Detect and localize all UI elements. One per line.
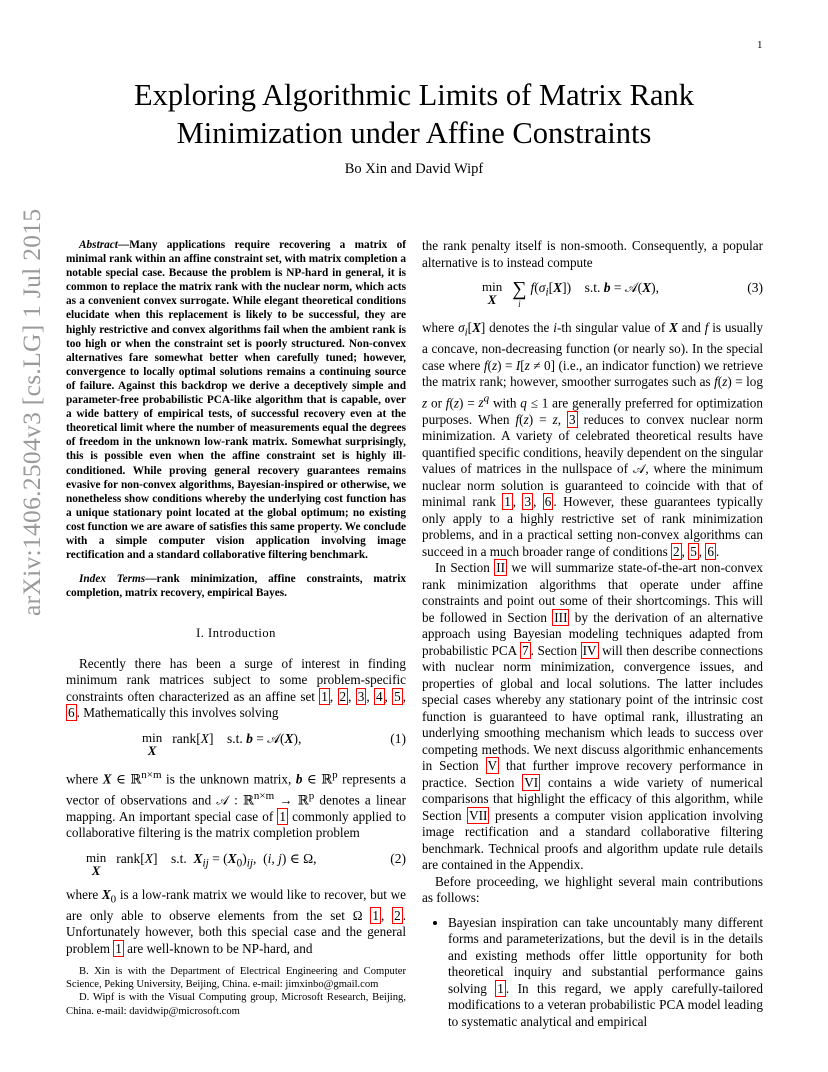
intro-paragraph-3: where $X_0$ is a low-rank matrix we would like to recover, but we are only able to observe elements from the set Ω 1 , 2 . Unfortunately however, both this special case and the general problem 1 are well-known to be NP-hard, and <box>66 886 407 956</box>
right-paragraph-4: Before proceeding, we highlight several main contributions as follows: <box>422 873 763 906</box>
index-terms <box>66 572 406 600</box>
equation-number: (1) <box>390 730 406 746</box>
equation-link[interactable]: 1 <box>115 940 122 956</box>
citation-link[interactable]: 4 <box>375 688 383 704</box>
section-heading-introduction: I. Introduction <box>196 626 276 641</box>
footnote-1: B. Xin is with the Department of Electrical Engineering and Computer Science, Peking University, Beijing, China. e-mail: jimxinbo@gmail.com <box>66 966 406 991</box>
right-paragraph-1: the rank penalty itself is non-smooth. Consequently, a popular alternative is to instead compute <box>422 238 763 270</box>
arxiv-identifier-stamp: arXiv:1406.2504v3 [cs.LG] 1 Jul 2015 <box>17 208 46 616</box>
section-link[interactable]: IV <box>582 642 597 658</box>
title-line-1: Exploring Algorithmic Limits of Matrix Rank <box>134 78 694 112</box>
section-link[interactable]: V <box>487 758 498 774</box>
left-column <box>66 238 406 957</box>
section-link[interactable]: II <box>496 560 505 576</box>
citation-link[interactable]: 1 <box>504 494 511 510</box>
right-paragraph-2: where $\sigma_i[X]$ denotes the i-th singular value of X and f is usually a concave, non-decreasing function (or nearly so). In the special case where f(z) = I[z ≠ 0] (i.e., an indicator function) we retrieve the matrix rank; however, smoother surrogates such as f(z) = log z or $f(z) = z^q$ with q ≤ 1 are generally preferred for optimization purposes. When f(z) = z, 3 reduces to convex nuclear norm minimization. A variety of celebrated theoretical results have quantified specific conditions, heavily dependent on the singular values of matrices in the nullspace of 𝒜, where the minimum nuclear norm solution is guaranteed to coincide with that of minimal rank 1 , 3 , 6 . However, these guarantees typically only apply to a highly restrictive set of rank minimization problems, and in a practical setting non-convex algorithms can succeed in a much broader range of conditions 2 , 5 , 6 . <box>422 320 764 559</box>
citation-link[interactable]: 6 <box>68 705 75 721</box>
citation-link[interactable]: 7 <box>522 642 529 658</box>
equation-3: min X ∑ i $f(\sigma_i[X])$ s.t. b = 𝒜(X), (3) <box>482 278 763 309</box>
citation-link[interactable]: 3 <box>357 688 365 704</box>
citation-link[interactable]: 3 <box>524 494 532 510</box>
equation-link[interactable]: 1 <box>279 808 287 824</box>
citation-link[interactable]: 2 <box>394 907 401 923</box>
paper-title <box>60 76 768 152</box>
equation-link[interactable]: 1 <box>497 980 504 996</box>
footnotes <box>66 965 406 1018</box>
index-terms-label: Index Terms <box>79 573 146 586</box>
equation-1: min X rank[X] s.t. b = 𝒜(X), (1) <box>142 729 406 758</box>
citation-link[interactable]: 5 <box>690 543 697 559</box>
abstract-text: —Many applications require recovering a matrix of minimal rank within an affine constraint set, with matrix completion a notable special case. Because the problem is NP-hard in general, it is common to replace the matrix rank with the nuclear norm, which acts as a convenient convex surrogate. While elegant theoretical conditions elucidate when this replacement is likely to be successful, they are highly restrictive and convex algorithms fail when the ambient rank is too high or when the constraint set is poorly structured. Non-convex alternatives fare somewhat better when carefully tuned; however, convergence to locally optimal solutions remains a continuing source of failure. Against this backdrop we derive a deceptively simple and parameter-free probabilistic PCA-like algorithm that is capable, over a wide battery of empirical tests, of successful recovery even at the theoretical limit where the number of measurements equal the degrees of freedom in the unknown low-rank matrix. Somewhat surprisingly, this is possible even when the affine constraint set is highly ill-conditioned. While proving general recovery guarantees remains evasive for non-convex algorithms, Bayesian-inspired or otherwise, we nonetheless show conditions whereby the underlying cost function has a unique stationary point located at the global optimum; no existing cost function we are aware of satisfies this same property. We conclude with a simple computer vision application involving image rectification and a standard collaborative filtering benchmark. <box>66 239 406 562</box>
abstract <box>66 238 406 562</box>
list-item: • Bayesian inspiration can take uncountably many different forms and parameterizations, but the devil is in the details and existing methods offer little opportunity for both theoretical inquiry and substantial performance gains solving 1 . In this regard, we apply carefully-tailored modifications to a veteran probabilistic PCA model leading to systematic analytical and empirical <box>448 915 763 1031</box>
citation-link[interactable]: 1 <box>372 907 379 923</box>
equation-2: min X rank[X] s.t. $X_{ij} = (X_0)_{ij}$, (i, j) ∈ Ω, (2) <box>86 849 406 878</box>
citation-link[interactable]: 5 <box>394 688 401 704</box>
abstract-label: Abstract <box>79 239 118 251</box>
section-link[interactable]: VI <box>524 774 539 790</box>
intro-paragraph-1: Recently there has been a surge of interest in finding minimum rank matrices subject to some problem-specific constraints often characterized as an affine set 1 , 2 , 3 , 4 , 5 , 6 . Mathematically this involves solving <box>66 655 407 721</box>
citation-link[interactable]: 2 <box>339 688 347 704</box>
intro-paragraph-2: where X ∈ ℝ$^{n\times m}$ is the unknown matrix, b ∈ ℝ$^p$ represents a vector of observations and 𝒜 : ℝ$^{n\times m}$ → ℝ$^p$ denotes a linear mapping. An important special case of 1 commonly applied to collaborative filtering is the matrix completion problem <box>66 768 407 841</box>
section-link[interactable]: VII <box>469 807 488 823</box>
right-paragraph-3: In Section II we will summarize state-of-the-art non-convex rank minimization algorithms that operate under affine constraints and point out some of their shortcomings. This will be followed in Section III by the derivation of an alternative approach using Bayesian modeling techniques adapted from probabilistic PCA 7 . Section IV will then describe connections with nuclear norm minimization, convergence issues, and properties of global and local solutions. The latter includes special cases whereby any stationary point of the intrinsic cost function is guaranteed to have optimal rank, illustrating an underlying smoothing mechanism which leads to success over competing methods. We next discuss algorithmic enhancements in Section V that further improve recovery performance in practice. Section VI contains a wide variety of numerical comparisons that highlight the efficacy of this algorithm, while Section VII presents a computer vision application involving image rectification and a standard collaborative filtering benchmark. Technical proofs and algorithm update rule details are contained in the Appendix. <box>422 560 764 873</box>
equation-number: (2) <box>390 850 406 866</box>
index-terms-text: —rank minimization, affine constraints, matrix completion, matrix recovery, empirical Bayes. <box>66 573 406 600</box>
right-column <box>422 238 763 1030</box>
authors: Bo Xin and David Wipf <box>344 161 484 177</box>
citation-link[interactable]: 2 <box>673 543 680 559</box>
equation-link[interactable]: 3 <box>569 411 576 427</box>
section-link[interactable]: III <box>554 609 568 625</box>
citation-link[interactable]: 1 <box>321 688 328 704</box>
citation-link[interactable]: 6 <box>707 543 714 559</box>
contributions-list <box>422 915 763 1031</box>
citation-link[interactable]: 6 <box>544 494 552 510</box>
title-line-2: Minimization under Affine Constraints <box>176 116 652 150</box>
page-number: 1 <box>757 39 763 51</box>
equation-number: (3) <box>747 280 763 295</box>
footnote-2: D. Wipf is with the Visual Computing group, Microsoft Research, Beijing, China. e-mail: davidwip@microsoft.com <box>66 992 406 1017</box>
